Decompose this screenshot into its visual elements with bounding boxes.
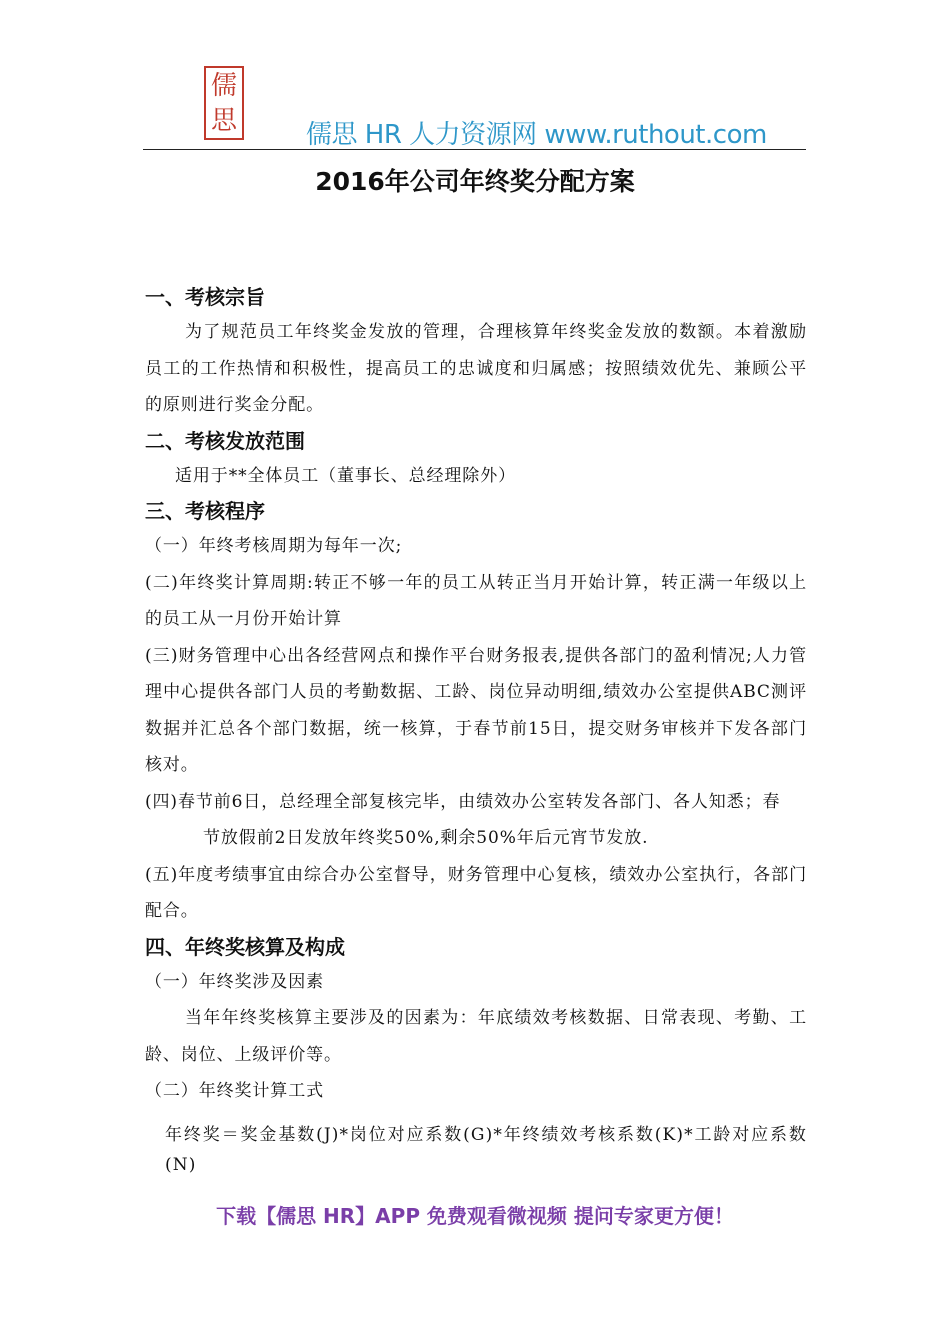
logo-char-1: 儒 [210,70,237,101]
section-3-item-4-cont: 节放假前2日发放年终奖50%,剩余50%年后元宵节发放. [203,828,649,848]
document-body [145,280,807,1180]
section-4-heading: 四、年终奖核算及构成 [145,934,345,959]
ruthout-logo-seal [204,66,244,140]
section-3-item-3: (三)财务管理中心出各经营网点和操作平台财务报表,提供各部门的盈利情况;人力管理中心提供各部门人员的考勤数据、工龄、岗位异动明细,绩效办公室提供ABC测评数据并汇总各个部门数据，统一核算，于春节前15日，提交财务审核并下发各部门核对。 [145,645,807,775]
header-divider [143,149,806,150]
section-1-heading: 一、考核宗旨 [145,285,265,309]
section-4-sub-1-text: 当年年终奖核算主要涉及的因素为：年底绩效考核数据、日常表现、考勤、工龄、岗位、上级评价等。 [145,1008,807,1065]
section-1-text: 为了规范员工年终奖金发放的管理，合理核算年终奖金发放的数额。本着激励员工的工作热情和积极性，提高员工的忠诚度和归属感；按照绩效优先、兼顾公平的原则进行奖金分配。 [145,322,807,415]
document-title: 2016年公司年终奖分配方案 [315,167,635,196]
section-2-heading: 二、考核发放范围 [145,428,305,453]
section-4-sub-1: （一）年终奖涉及因素 [145,971,324,992]
logo-char-2: 思 [210,105,237,136]
section-3-item-5: (五)年度考绩事宜由综合办公室督导，财务管理中心复核，绩效办公室执行，各部门配合。 [145,864,807,921]
section-3-item-1: （一）年终考核周期为每年一次; [145,536,403,556]
section-4-sub-2: （二）年终奖计算工式 [145,1081,324,1101]
section-2-text: 适用于**全体员工（董事长、总经理除外） [175,465,516,486]
section-3-item-4: (四)春节前6日，总经理全部复核完毕，由绩效办公室转发各部门、各人知悉；春 [145,791,781,812]
site-header-link[interactable]: 儒思 HR 人力资源网 www.ruthout.com [306,120,767,150]
section-3-item-2: (二)年终奖计算周期:转正不够一年的员工从转正当月开始计算，转正满一年级以上的员工从一月份开始计算 [145,572,807,629]
bonus-formula: 年终奖＝奖金基数(J)*岗位对应系数(G)*年终绩效考核系数(K)*工龄对应系数(N) [165,1124,807,1175]
section-3-heading: 三、考核程序 [145,499,265,523]
app-promo-banner[interactable]: 下载【儒思 HR】APP 免费观看微视频 提问专家更方便！ [216,1204,734,1228]
